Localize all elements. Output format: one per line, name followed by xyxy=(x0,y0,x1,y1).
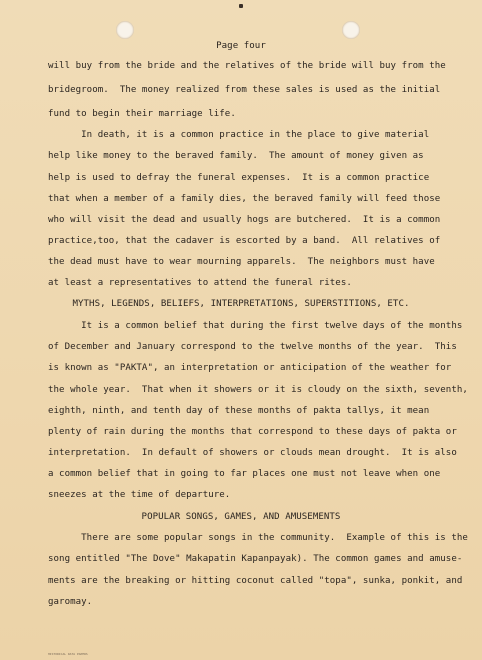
text-line: help like money to the beraved family. The amount of money given as xyxy=(48,151,424,161)
text-line: the whole year. That when it showers or it is cloudy on the sixth, seventh, xyxy=(48,385,468,395)
text-line: practice,too, that the cadaver is escorted by a band. All relatives of xyxy=(48,236,441,246)
text-line: a common belief that in going to far places one must not leave when one xyxy=(48,469,441,479)
text-line: garomay. xyxy=(48,597,93,607)
text-line: sneezes at the time of departure. xyxy=(48,490,231,500)
text-line: interpretation. In default of showers or clouds mean drought. It is also xyxy=(48,448,457,458)
text-line: who will visit the dead and usually hogs are butchered. It is a common xyxy=(48,215,441,225)
text-line: at least a representatives to attend the funeral rites. xyxy=(48,278,352,288)
text-line: In death, it is a common practice in the place to give material xyxy=(48,130,430,140)
text-line: It is a common belief that during the first twelve days of the months xyxy=(48,321,463,331)
text-line: ments are the breaking or hitting coconut called "topa", sunka, ponkit, and xyxy=(48,576,463,586)
text-line: plenty of rain during the months that correspond to these days of pakta or xyxy=(48,427,457,437)
punch-hole xyxy=(342,21,360,39)
section-heading: MYTHS, LEGENDS, BELIEFS, INTERPRETATIONS, SUPERSTITIONS, ETC. xyxy=(72,299,410,309)
text-line: eighth, ninth, and tenth day of these months of pakta tallys, it mean xyxy=(48,406,430,416)
text-line: of December and January correspond to the twelve months of the year. This xyxy=(48,342,457,352)
page-header: Page four xyxy=(216,41,266,51)
text-line: the dead must have to wear mourning apparels. The neighbors must have xyxy=(48,257,435,267)
section-heading: POPULAR SONGS, GAMES, AND AMUSEMENTS xyxy=(141,512,341,522)
footer-imprint: HISTORICAL DATA PAPERS xyxy=(48,652,88,656)
text-line: help is used to defray the funeral expenses. It is a common practice xyxy=(48,173,430,183)
text-line: is known as "PAKTA", an interpretation or anticipation of the weather for xyxy=(48,363,452,373)
text-line: There are some popular songs in the community. Example of this is the xyxy=(48,533,468,543)
staple-mark xyxy=(239,4,243,8)
text-line: song entitled "The Dove" Makapatin Kapanpayak). The common games and amuse- xyxy=(48,554,463,564)
punch-hole xyxy=(116,21,134,39)
text-line: will buy from the bride and the relatives of the bride will buy from the xyxy=(48,61,446,71)
text-line: bridegroom. The money realized from these sales is used as the initial xyxy=(48,85,441,95)
text-line: that when a member of a family dies, the beraved family will feed those xyxy=(48,194,441,204)
text-line: fund to begin their marriage life. xyxy=(48,109,236,119)
